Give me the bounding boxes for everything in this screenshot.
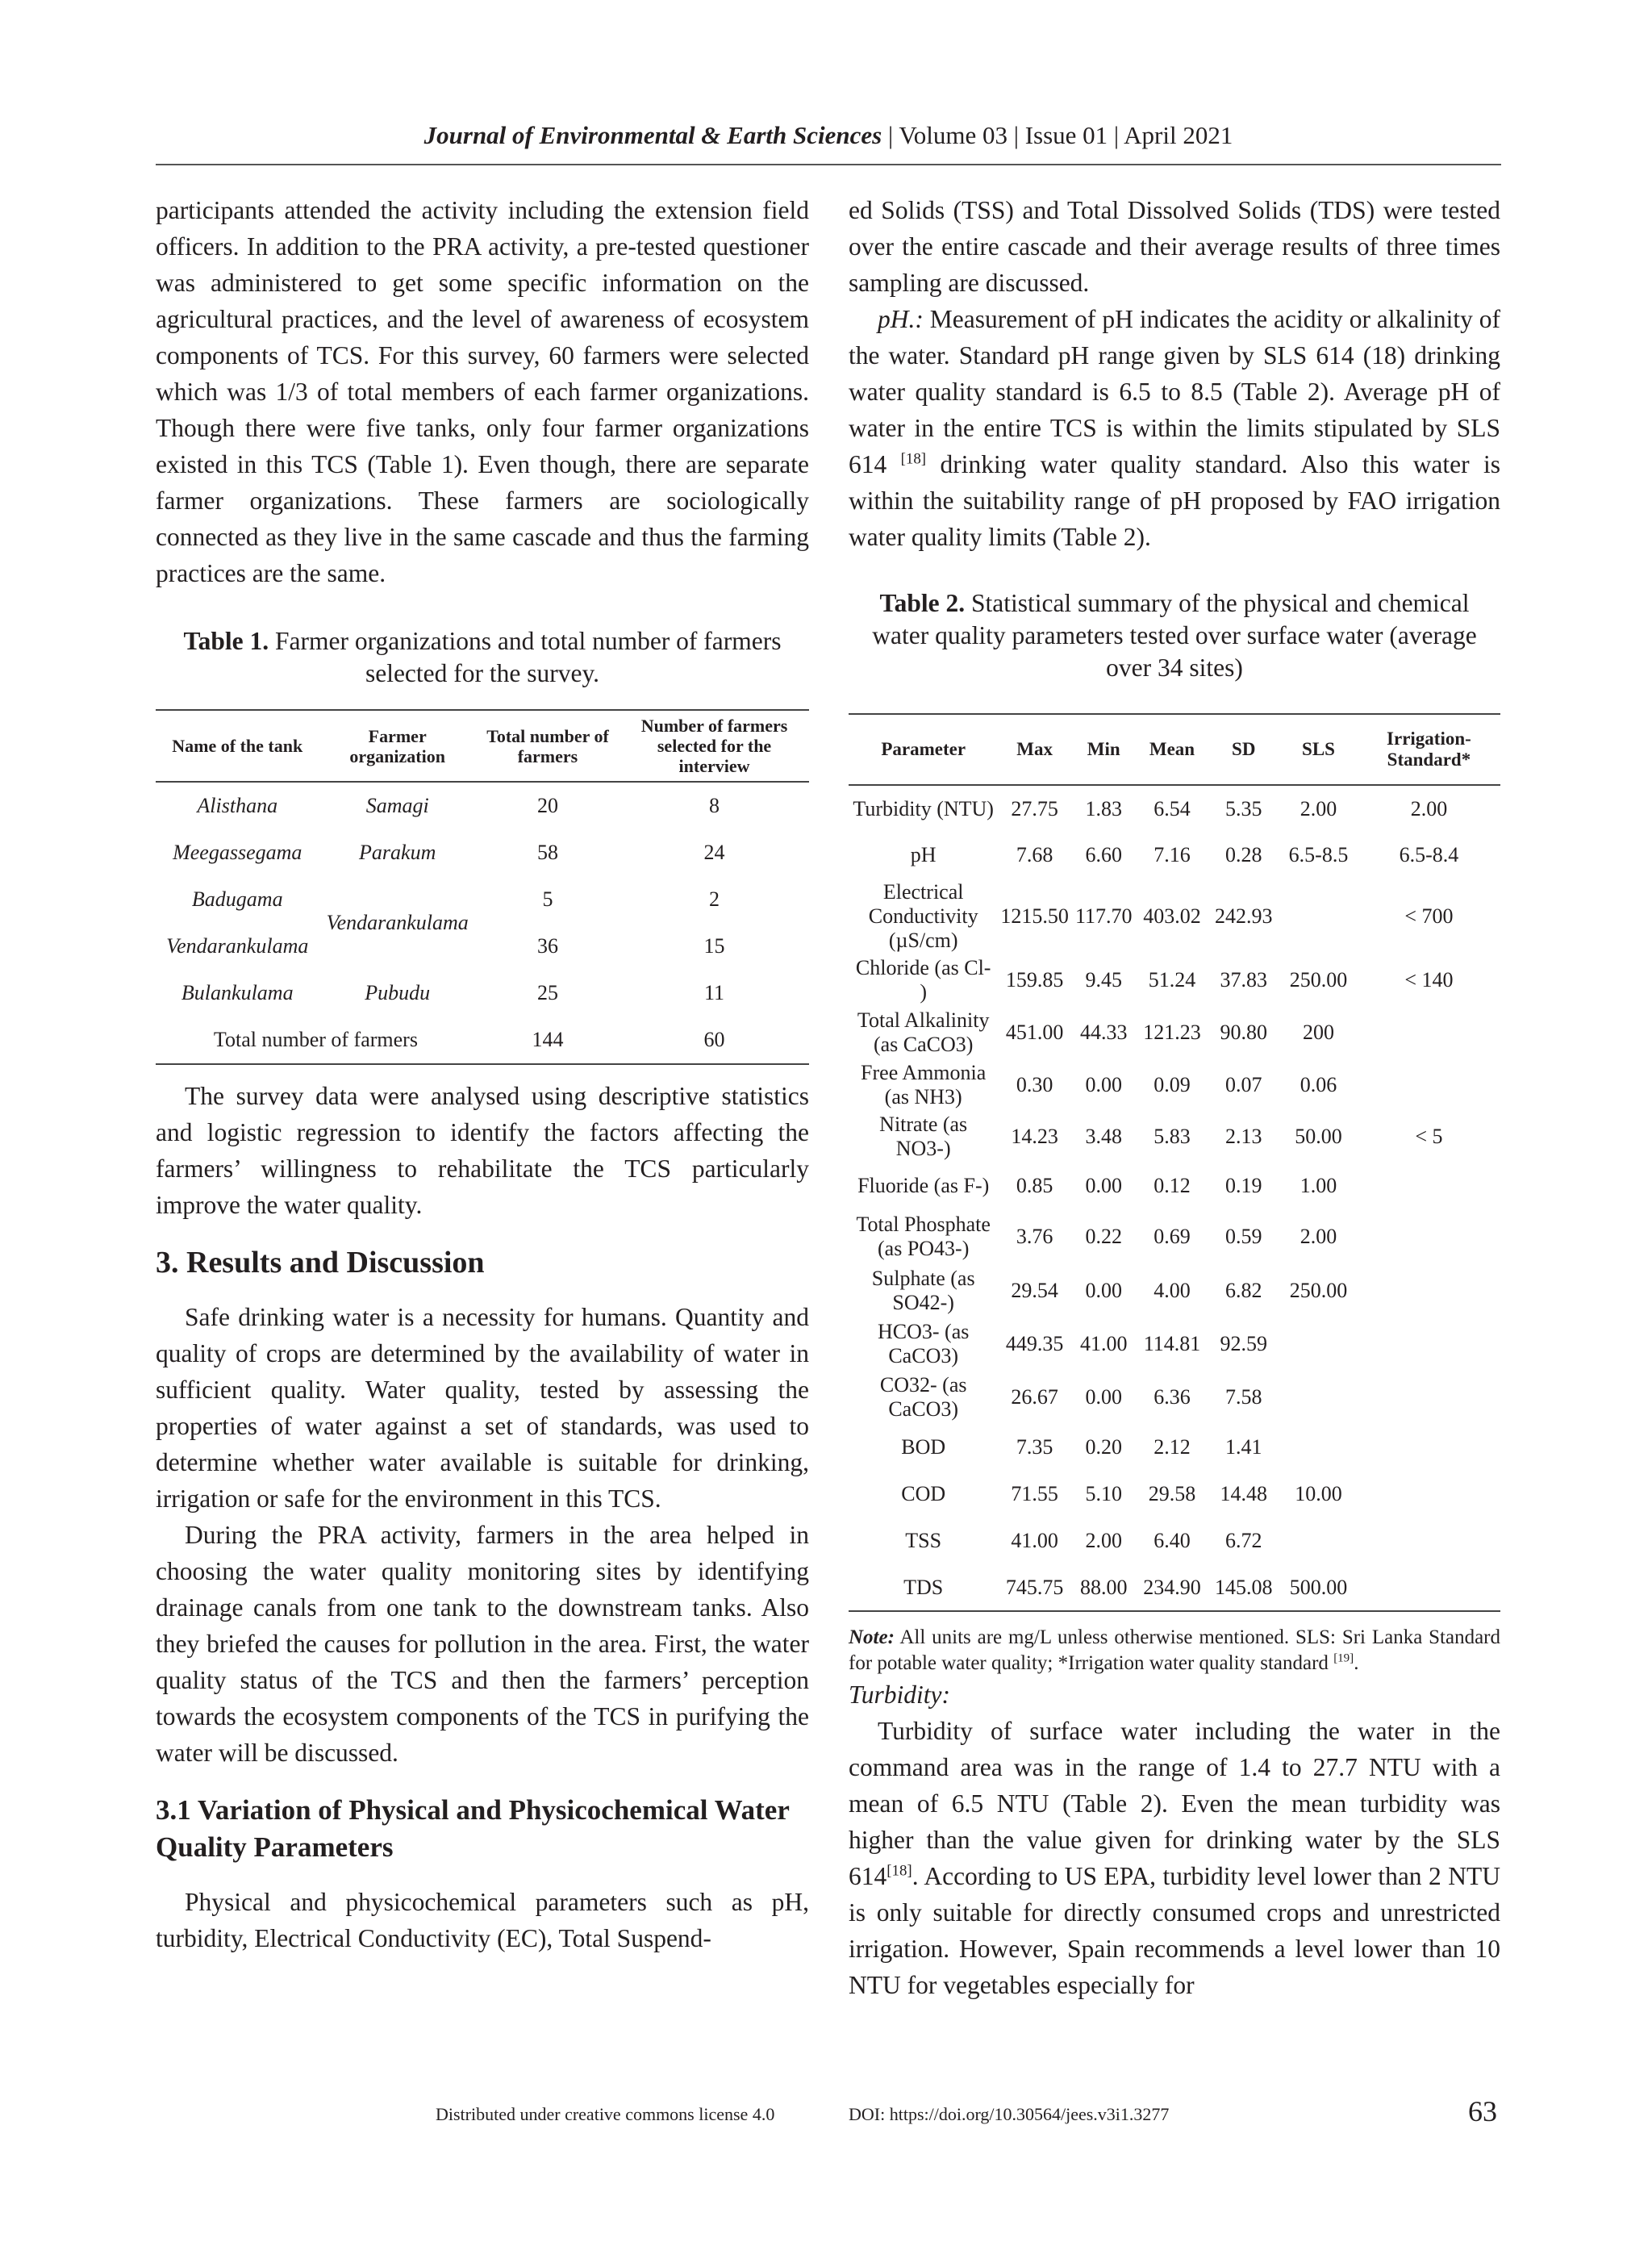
table1-header-total: Total number of farmers [486, 725, 609, 766]
header-rule [156, 164, 1501, 165]
section-heading-3: 3. Results and Discussion [156, 1246, 485, 1280]
table2-row [849, 1006, 1500, 1059]
table2-cell-mean: 403.02 [1143, 904, 1201, 928]
table1-row [156, 876, 809, 923]
table1-header-row [156, 710, 809, 782]
table1-cell-total: 5 [542, 887, 553, 911]
table2-cell-min: 0.22 [1085, 1225, 1122, 1248]
table2-cell-max: 14.23 [1011, 1125, 1058, 1148]
table2-cell-sls: 2.00 [1299, 796, 1337, 820]
table2-header-mean: Mean [1149, 739, 1195, 759]
table2-header-max: Max [1016, 739, 1053, 759]
table2-cell-param: BOD [901, 1435, 946, 1459]
table2-cell-max: 3.76 [1016, 1225, 1053, 1248]
table2-cell-param: Electrical Conductivity (µS/cm) [868, 880, 978, 952]
left-paragraph-1: participants attended the activity including the extension field officers. In addition to the PRA activity, a pre-tested questioner was administered to get some specific information on the agricultural practices, and the level of awareness of ecosystem components of TCS. For this survey, 60 farmers were selected which was 1/3 of total members of each farmer organizations. Though there were five tanks, only four farmer organizations existed in this TCS (Table 1). Even though, there are separate farmer organizations. These farmers are sociologically connected as they live in the same cascade and thus the farming practices are the same. [156, 196, 809, 587]
table2-cell-irr [1358, 1317, 1500, 1371]
table2-cell-min: 0.00 [1085, 1174, 1122, 1197]
turbidity-paragraph [849, 1713, 1500, 2003]
table1-row [156, 923, 809, 970]
table1-total-value: 144 [532, 1028, 564, 1051]
table2-row [849, 1471, 1500, 1518]
table2-cell-param: Sulphate (as SO42-) [871, 1267, 975, 1314]
table2-cell-irr [1358, 1518, 1500, 1564]
table2-cell-irr: < 5 [1415, 1125, 1443, 1148]
table2-cell-mean: 0.09 [1153, 1073, 1191, 1096]
table2-cell-irr: < 140 [1404, 968, 1454, 992]
table2-cell-max: 449.35 [1005, 1332, 1064, 1355]
ph-text-a: Measurement of pH indicates the acidity or alkalinity of the water. Standard pH range given by SLS 614 (18) drinking water quality standard is 6.5 to 8.5 (Table 2). Average pH of water in the entire TCS is within the limits stipulated by SLS 614 [849, 305, 1500, 478]
table1-cell-selected: 2 [709, 887, 720, 911]
table2-cell-max: 41.00 [1011, 1529, 1058, 1552]
table2-cell-param: TSS [905, 1529, 942, 1552]
note-text: All units are mg/L unless otherwise mentioned. SLS: Sri Lanka Standard for potable water quality; *Irrigation water quality standard [849, 1626, 1500, 1674]
table1-header-tank: Name of the tank [172, 736, 303, 756]
table2-cell-mean: 29.58 [1148, 1482, 1196, 1505]
table2-cell-irr [1358, 1371, 1500, 1424]
ph-text-b: drinking water quality standard. Also this water is within the suitability range of pH proposed by FAO irrigation water quality limits (Table 2). [849, 450, 1501, 551]
table2-cell-irr: 2.00 [1410, 796, 1448, 820]
table2-cell-sls: 2.00 [1299, 1225, 1337, 1248]
table2-cell-mean: 6.36 [1153, 1385, 1191, 1409]
table1-cell-tank: Meegassegama [173, 841, 302, 864]
table2-cell-mean: 114.81 [1143, 1332, 1201, 1355]
table2-cell-param: Nitrate (as NO3-) [879, 1113, 968, 1160]
turbidity-text-b: . According to US EPA, turbidity level lower than 2 NTU is only suitable for directly consumed crops and unrestricted irrigation. However, Spain recommends a level lower than 10 NTU for vegetables especially for [849, 1862, 1500, 1999]
table2-cell-mean: 121.23 [1143, 1021, 1201, 1044]
table1-row [156, 782, 809, 829]
table1-cell-total: 25 [536, 981, 558, 1004]
table2-cell-max: 0.30 [1016, 1073, 1053, 1096]
table2-row [849, 1264, 1500, 1317]
table2-cell-max: 71.55 [1011, 1482, 1058, 1505]
table2-cell-min: 0.00 [1085, 1073, 1122, 1096]
ph-paragraph [849, 301, 1500, 555]
turbidity-text-a: Turbidity of surface water including the water in the command area was in the range of 1.4 to 27.7 NTU with a mean of 6.5 NTU (Table 2). Even the mean turbidity was higher than the value given for drinking water by the SLS 614 [849, 1717, 1500, 1890]
table2-cell-sls: 50.00 [1295, 1125, 1342, 1148]
table1-total-row [156, 1017, 809, 1064]
journal-meta: | Volume 03 | Issue 01 | April 2021 [882, 121, 1233, 149]
table2-row [849, 1209, 1500, 1264]
table2-cell-sls [1279, 1317, 1358, 1371]
note-ref: [19] [1333, 1651, 1354, 1665]
table1-cell-org: Samagi [365, 794, 429, 817]
table1-caption [156, 625, 809, 690]
table2-header-sd: SD [1232, 739, 1256, 759]
table2-caption-label: Table 2. [879, 589, 966, 617]
table2-cell-sd: 242.93 [1215, 904, 1273, 928]
table1-caption-label: Table 1. [183, 627, 269, 655]
table2-header-sls: SLS [1302, 739, 1335, 759]
table2-cell-param: pH [910, 843, 937, 866]
table2-cell-sls [1279, 1518, 1358, 1564]
table2-caption-text: Statistical summary of the physical and chemical water quality parameters tested over surface water (average over 34 sites) [872, 589, 1477, 682]
footer-license: Distributed under creative commons license 4.0 [436, 2104, 775, 2124]
table2-cell-sd: 2.13 [1225, 1125, 1262, 1148]
table2-cell-max: 7.35 [1016, 1435, 1053, 1459]
table2-row [849, 1163, 1500, 1209]
table2-cell-sls: 200 [1303, 1021, 1334, 1044]
left-column [156, 192, 809, 1956]
table2-cell-sd: 7.58 [1225, 1385, 1262, 1409]
table2-cell-irr [1358, 1471, 1500, 1518]
table2-cell-min: 117.70 [1074, 904, 1133, 928]
table1-cell-total: 58 [536, 841, 558, 864]
table2-cell-sls: 1.00 [1299, 1174, 1337, 1197]
table2-cell-mean: 234.90 [1143, 1575, 1201, 1599]
table2-header-parameter: Parameter [881, 739, 966, 759]
table2-cell-sd: 0.28 [1225, 843, 1262, 866]
table2-cell-sls [1279, 879, 1358, 954]
table2-cell-mean: 7.16 [1153, 843, 1191, 866]
table1-header-org: Farmer organization [349, 725, 445, 766]
table2 [849, 713, 1500, 1612]
table2-row [849, 954, 1500, 1006]
table1-cell-org: Parakum [359, 841, 436, 864]
table2-cell-sls: 10.00 [1295, 1482, 1342, 1505]
table2-cell-mean: 4.00 [1153, 1279, 1191, 1302]
table2-cell-min: 0.00 [1085, 1279, 1122, 1302]
table2-header-irrigation: Irrigation-Standard* [1387, 729, 1471, 770]
table1-cell-org: Pubudu [365, 981, 431, 1004]
table2-cell-sls: 250.00 [1289, 1279, 1348, 1302]
table1-cell-total: 20 [536, 794, 558, 817]
table2-cell-param: Total Phosphate (as PO43-) [856, 1213, 991, 1260]
table1-cell-org: Vendarankulama [326, 911, 469, 934]
table1-cell-tank: Vendarankulama [166, 934, 309, 958]
table1-cell-selected: 8 [709, 794, 720, 817]
table2-cell-max: 1215.50 [1000, 904, 1069, 928]
table2-cell-sd: 6.72 [1225, 1529, 1262, 1552]
table2-cell-min: 44.33 [1080, 1021, 1128, 1044]
table2-cell-mean: 0.12 [1153, 1174, 1191, 1197]
table2-cell-sd: 0.59 [1225, 1225, 1262, 1248]
table2-cell-sd: 92.59 [1220, 1332, 1267, 1355]
footer-doi: DOI: https://doi.org/10.30564/jees.v3i1.3277 [849, 2104, 1170, 2124]
table2-cell-max: 159.85 [1005, 968, 1064, 992]
table2-cell-mean: 51.24 [1148, 968, 1196, 992]
table1-cell-selected: 15 [703, 934, 725, 958]
table1-cell-tank: Bulankulama [181, 981, 294, 1004]
table2-row [849, 785, 1500, 832]
table2-cell-min: 5.10 [1085, 1482, 1122, 1505]
table2-cell-sd: 0.19 [1225, 1174, 1262, 1197]
table2-cell-max: 0.85 [1016, 1174, 1053, 1197]
table1 [156, 709, 809, 1065]
table1-cell-selected: 24 [703, 841, 725, 864]
table2-row [849, 1059, 1500, 1111]
table2-cell-sls [1279, 1371, 1358, 1424]
table2-cell-min: 41.00 [1080, 1332, 1128, 1355]
note-end: . [1354, 1652, 1359, 1674]
table2-cell-min: 0.20 [1085, 1435, 1122, 1459]
table1-row [156, 829, 809, 876]
table2-cell-max: 29.54 [1011, 1279, 1058, 1302]
table2-cell-sls [1279, 1424, 1358, 1471]
table2-row [849, 1317, 1500, 1371]
table2-cell-mean: 6.40 [1153, 1529, 1191, 1552]
table1-total-label: Total number of farmers [213, 1028, 418, 1051]
table2-cell-irr: < 700 [1404, 904, 1454, 928]
running-header [156, 121, 1501, 150]
table2-cell-param: Turbidity (NTU) [853, 796, 994, 820]
table2-cell-sls: 250.00 [1289, 968, 1348, 992]
table2-cell-sls: 0.06 [1299, 1073, 1337, 1096]
table2-cell-param: COD [901, 1482, 946, 1505]
left-paragraph-4: During the PRA activity, farmers in the area helped in choosing the water quality monitoring sites by identifying drainage canals from one tank to the downstream tanks. Also they briefed the causes for pollution in the area. First, the water quality status of the TCS and then the farmers’ perception towards the ecosystem components of the TCS in purifying the water will be discussed. [156, 1521, 809, 1767]
note-label: Note: [849, 1626, 895, 1648]
table2-header-row [849, 714, 1500, 785]
left-paragraph-3: Safe drinking water is a necessity for humans. Quantity and quality of crops are determined by the availability of water in sufficient quality. Water quality, tested by assessing the properties of water against a set of standards, was used to determine whether water available is suitable for drinking, irrigation or safe for the environment in this TCS. [156, 1303, 809, 1513]
table2-cell-sd: 0.07 [1225, 1073, 1262, 1096]
turbidity-ref: [18] [886, 1862, 912, 1880]
table1-cell-selected: 11 [704, 981, 725, 1004]
table2-cell-param: Fluoride (as F-) [857, 1174, 990, 1197]
table2-row [849, 1424, 1500, 1471]
left-paragraph-2: The survey data were analysed using descriptive statistics and logistic regression to identify the factors affecting the farmers’ willingness to rehabilitate the TCS particularly improve the water quality. [156, 1082, 809, 1219]
table2-row [849, 832, 1500, 879]
table1-caption-text: Farmer organizations and total number of farmers selected for the survey. [269, 627, 782, 687]
table2-cell-max: 451.00 [1005, 1021, 1064, 1044]
table2-cell-param: Free Ammonia (as NH3) [861, 1061, 987, 1108]
table2-cell-sd: 5.35 [1225, 796, 1262, 820]
table2-row [849, 1564, 1500, 1611]
table2-cell-max: 745.75 [1005, 1575, 1064, 1599]
table2-cell-sls: 500.00 [1289, 1575, 1348, 1599]
table2-cell-param: Chloride (as Cl- ) [855, 956, 991, 1004]
table2-cell-min: 9.45 [1085, 968, 1122, 992]
table1-row [156, 970, 809, 1017]
table2-cell-sd: 90.80 [1220, 1021, 1267, 1044]
table2-row [849, 1111, 1500, 1163]
table2-cell-sd: 6.82 [1225, 1279, 1262, 1302]
table2-cell-sls: 6.5-8.5 [1288, 843, 1349, 866]
page-number: 63 [1468, 2095, 1497, 2127]
table2-cell-param: HCO3- (as CaCO3) [878, 1320, 970, 1367]
table2-cell-sd: 37.83 [1220, 968, 1267, 992]
table1-cell-tank: Alisthana [197, 794, 278, 817]
table2-note [849, 1625, 1500, 1676]
table2-row [849, 1518, 1500, 1564]
table1-total-selected: 60 [703, 1028, 725, 1051]
table2-cell-mean: 2.12 [1153, 1435, 1191, 1459]
table2-cell-mean: 5.83 [1153, 1125, 1191, 1148]
left-paragraph-5: Physical and physicochemical parameters such as pH, turbidity, Electrical Conductivity (EC), Total Suspend- [156, 1888, 809, 1952]
table2-cell-irr [1358, 1006, 1500, 1059]
ph-ref: [18] [900, 450, 927, 468]
table2-cell-param: Total Alkalinity (as CaCO3) [857, 1008, 990, 1056]
table2-cell-max: 7.68 [1016, 843, 1053, 866]
table2-cell-mean: 0.69 [1153, 1225, 1191, 1248]
table2-cell-min: 88.00 [1080, 1575, 1128, 1599]
table2-cell-param: TDS [903, 1575, 944, 1599]
table2-cell-min: 1.83 [1085, 796, 1122, 820]
table2-cell-max: 27.75 [1011, 796, 1058, 820]
table2-cell-irr [1358, 1163, 1500, 1209]
table2-cell-min: 0.00 [1085, 1385, 1122, 1409]
table2-cell-irr: 6.5-8.4 [1399, 843, 1459, 866]
table1-cell-tank: Badugama [191, 887, 283, 911]
table2-cell-irr [1358, 1564, 1500, 1611]
table2-cell-irr [1358, 1264, 1500, 1317]
table2-caption [849, 587, 1500, 684]
table2-cell-irr [1358, 1059, 1500, 1111]
journal-title: Journal of Environmental & Earth Sciences [423, 121, 882, 149]
table2-cell-max: 26.67 [1011, 1385, 1058, 1409]
table2-cell-irr [1358, 1424, 1500, 1471]
table2-row [849, 1371, 1500, 1424]
table2-cell-min: 2.00 [1085, 1529, 1122, 1552]
table2-row [849, 879, 1500, 954]
table2-cell-min: 6.60 [1085, 843, 1122, 866]
turbidity-heading: Turbidity: [849, 1680, 951, 1709]
table2-header-min: Min [1087, 739, 1120, 759]
table2-cell-sd: 14.48 [1220, 1482, 1267, 1505]
ph-label: pH.: [878, 305, 924, 333]
table1-cell-total: 36 [536, 934, 558, 958]
table2-cell-sd: 1.41 [1225, 1435, 1262, 1459]
right-paragraph-1: ed Solids (TSS) and Total Dissolved Solids (TDS) were tested over the entire cascade and their average results of three times sampling are discussed. [849, 196, 1500, 297]
table2-cell-sd: 145.08 [1215, 1575, 1273, 1599]
right-column [849, 192, 1500, 2003]
table2-cell-min: 3.48 [1085, 1125, 1122, 1148]
section-heading-3-1: 3.1 Variation of Physical and Physicochemical Water Quality Parameters [156, 1794, 790, 1863]
table2-body [849, 785, 1500, 1611]
table2-cell-irr [1358, 1209, 1500, 1264]
table2-cell-param: CO32- (as CaCO3) [879, 1373, 967, 1421]
table2-cell-mean: 6.54 [1153, 796, 1191, 820]
table1-header-selected: Number of farmers selected for the interview [640, 716, 788, 776]
